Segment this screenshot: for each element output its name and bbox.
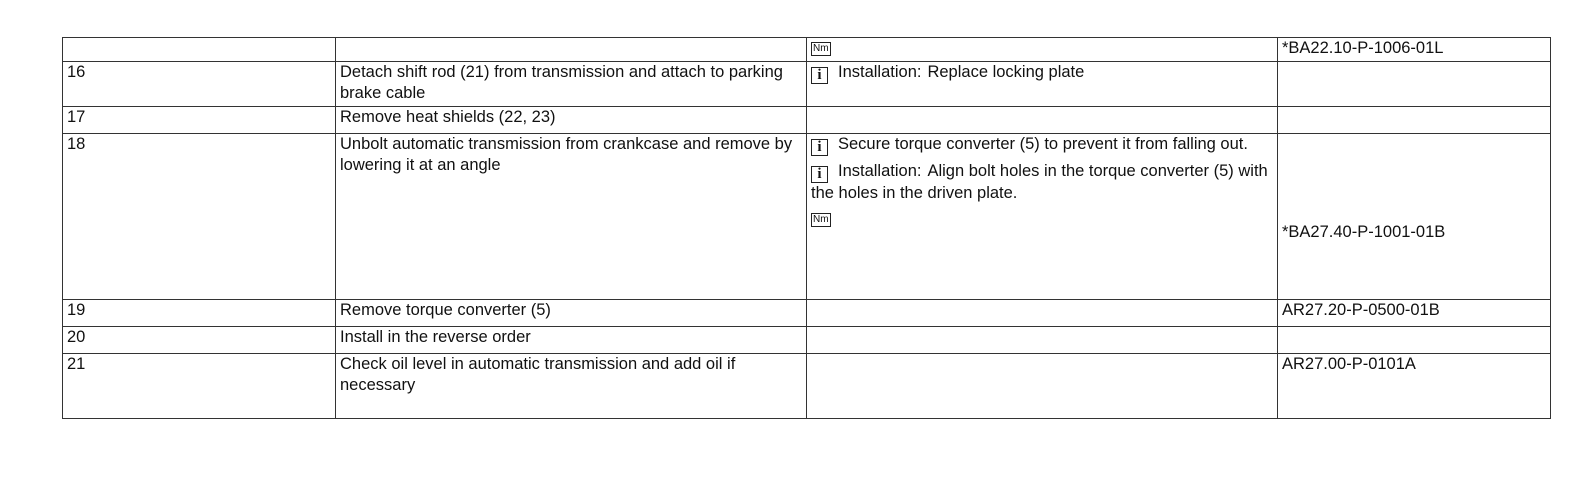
notes-cell — [807, 327, 1278, 354]
notes-cell — [807, 38, 1278, 62]
table-row — [63, 38, 1551, 62]
torque-nm-icon: Nm — [813, 42, 829, 54]
notes-cell — [807, 107, 1278, 134]
procedure-table — [62, 37, 1551, 419]
info-icon: i — [811, 166, 828, 183]
note-text: Align bolt holes in the torque converter (5) with the holes in the driven plate. — [811, 162, 1268, 202]
reference-link[interactable]: *BA27.40-P-1001-01B — [1282, 223, 1446, 241]
installation-note — [811, 161, 1273, 204]
operation-text: Install in the reverse order — [336, 327, 807, 354]
info-icon: i — [811, 67, 828, 84]
reference-link[interactable]: *BA22.10-P-1006-01L — [1278, 38, 1551, 62]
reference-cell — [1278, 134, 1551, 300]
step-number: 20 — [63, 327, 336, 354]
reference-link[interactable]: AR27.00-P-0101A — [1278, 354, 1551, 419]
table-row — [63, 107, 1551, 134]
step-number: 16 — [63, 62, 336, 107]
notes-cell — [807, 354, 1278, 419]
note-text: Replace locking plate — [927, 63, 1085, 81]
notes-cell — [807, 62, 1278, 107]
reference-link[interactable] — [1278, 327, 1551, 354]
reference-link[interactable]: AR27.20-P-0500-01B — [1278, 300, 1551, 327]
operation-text: Check oil level in automatic transmission and add oil if necessary — [336, 354, 807, 419]
step-number: 17 — [63, 107, 336, 134]
note-label: Installation: — [838, 162, 922, 180]
notes-cell — [807, 134, 1278, 300]
info-icon: i — [811, 139, 828, 156]
info-note — [811, 134, 1273, 156]
operation-text: Detach shift rod (21) from transmission and attach to parking brake cable — [336, 62, 807, 107]
table-row — [63, 327, 1551, 354]
reference-link[interactable] — [1278, 62, 1551, 107]
note-label: Installation: — [838, 63, 922, 81]
operation-text: Unbolt automatic transmission from crankcase and remove by lowering it at an angle — [336, 134, 807, 300]
step-number — [63, 38, 336, 62]
operation-text — [336, 38, 807, 62]
installation-note — [811, 62, 1273, 84]
table-row — [63, 300, 1551, 327]
table-row — [63, 62, 1551, 107]
torque-note — [811, 209, 1273, 230]
table-row — [63, 354, 1551, 419]
operation-text: Remove torque converter (5) — [336, 300, 807, 327]
step-number: 18 — [63, 134, 336, 300]
torque-nm-icon: Nm — [813, 213, 829, 225]
notes-cell — [807, 300, 1278, 327]
step-number: 21 — [63, 354, 336, 419]
reference-link[interactable] — [1278, 107, 1551, 134]
note-text: Secure torque converter (5) to prevent it from falling out. — [838, 135, 1248, 153]
table-row — [63, 134, 1551, 300]
step-number: 19 — [63, 300, 336, 327]
operation-text: Remove heat shields (22, 23) — [336, 107, 807, 134]
